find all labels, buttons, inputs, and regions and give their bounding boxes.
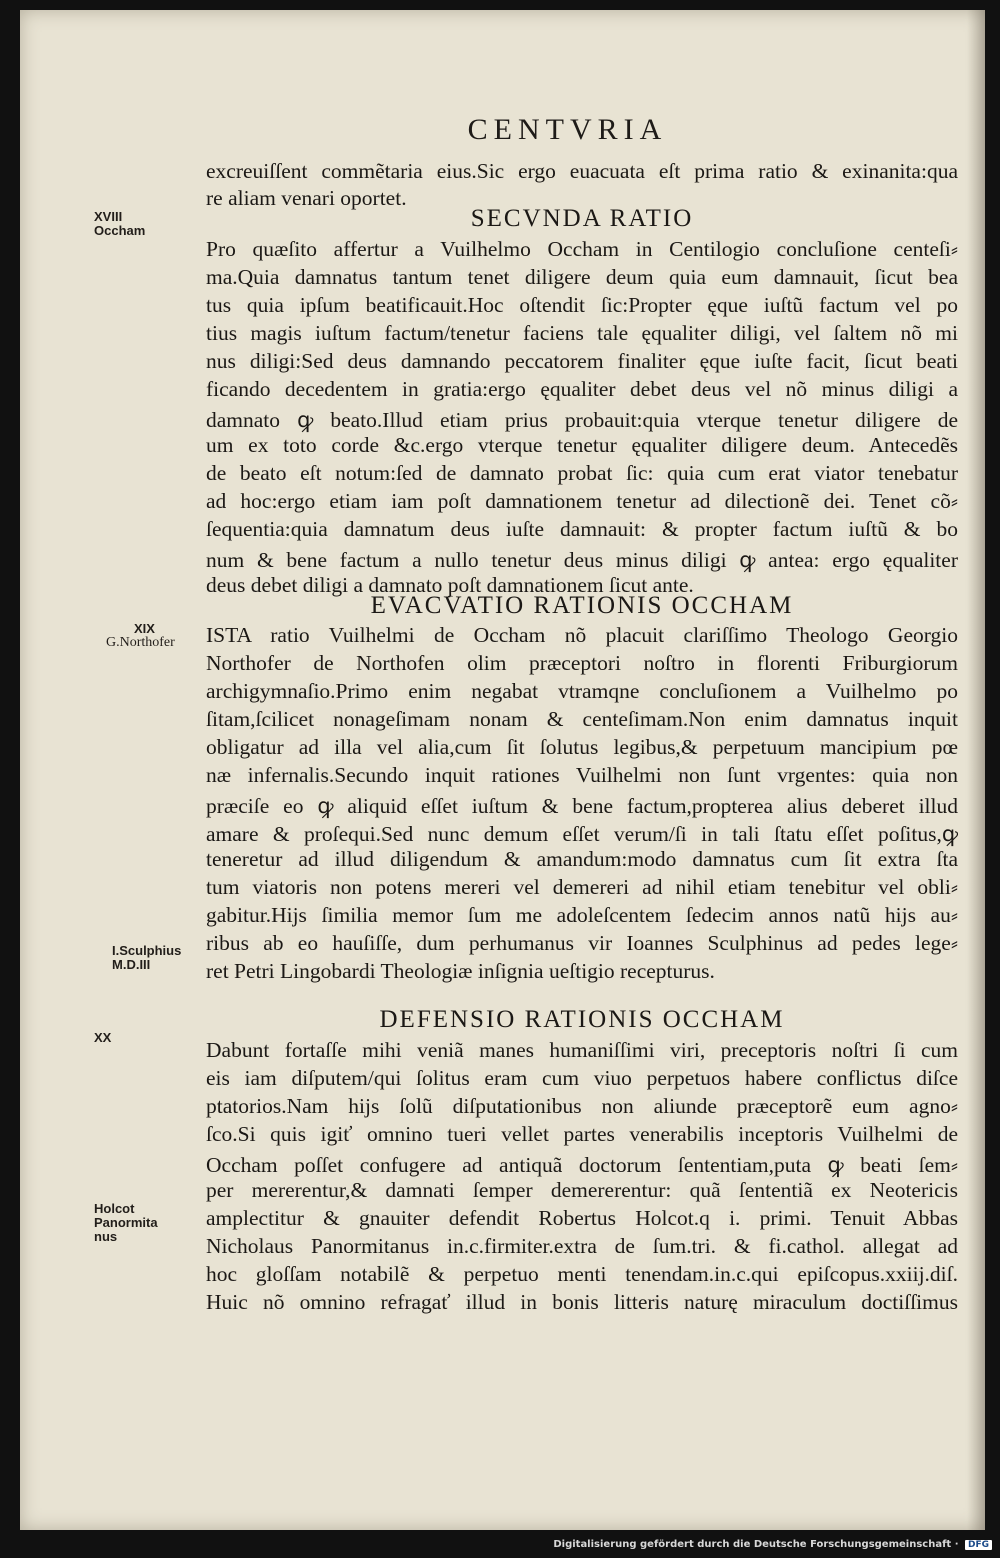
text-line: ma.Quia damnatus tantum tenet diligere deum quia eum damnauit, ſicut bea [206,265,958,289]
page-edge-shadow [967,10,985,1530]
text-line: ptatorios.Nam hijs ſolũ diſputationibus non aliunde præceptorẽ eum agno⸗ [206,1094,958,1118]
text-line: næ infernalis.Secundo inquit rationes Vuilhelmi non ſunt vrgentes: quia non [206,763,958,787]
margin-note-sculphius [112,944,181,972]
text-line: ret Petri Lingobardi Theologiæ inſignia ueſtigio recepturus. [206,959,715,983]
text-line: Nicholaus Panormitanus in.c.firmiter.extra de ſum.tri. & fi.cathol. allegat ad [206,1234,958,1258]
margin-note-line: M.D.III [112,957,151,972]
text-line: tus quia ipſum beatificauit.Hoc oſtendit ſic:Propter ęque iuſtũ factum vel po [206,293,958,317]
text-line: de beato eſt notum:ſed de damnato probat ſic: quia cum erat viator tenebatur [206,461,958,485]
text-line: tius magis iuſtum factum/tenetur faciens tale ęqualiter diligi, vel ſaltem nõ mi [206,321,958,345]
text-line: amplectitur & gnauiter defendit Robertus Holcot.q i. primi. Tenuit Abbas [206,1206,958,1230]
margin-note-line: nus [94,1229,118,1244]
section-heading: SECVNDA RATIO [470,205,694,232]
margin-note-line: XIX [134,621,155,636]
text-line: um ex toto corde &c.ergo vterque tenetur ęqualiter diligere deum. Antecedẽs [206,433,958,457]
margin-note-xix [106,622,175,650]
text-line: archigymnaſio.Primo enim negabat vtramqne concluſionem a Vuilhelmo po [206,679,958,703]
margin-note-line: Holcot [94,1201,135,1216]
margin-note-line: G.Northofer [106,635,175,650]
text-line: Pro quæſito affertur a Vuilhelmo Occham in Centilogio concluſione centeſi⸗ [206,237,958,261]
margin-note-line: Occham [94,223,146,238]
margin-note-xviii [94,210,145,238]
text-line: obligatur ad illa vel alia,cum ſit ſolutus legibus,& perpetuum mancipium pœ [206,735,958,759]
margin-note-holcot [94,1202,158,1244]
text-line: ficando decedentem in gratia:ergo ęqualiter debet deus vel nõ minus diligi a [206,377,958,401]
text-line: per mererentur,& damnati ſemper demererentur: quã ſententiã ex Neotericis [206,1178,958,1202]
text-line: deus debet diligi a damnato poſt damnationem ſicut ante. [206,573,694,597]
text-line: excreuiſſent commẽtaria eius.Sic ergo euacuata eſt prima ratio & exinanita:qua [206,159,958,183]
text-line: damnato ꝙ beato.Illud etiam prius probauit:quia vterque tenetur diligere de [206,408,958,432]
text-line: gabitur.Hijs ſimilia memor ſum me adoleſcentem ſedecim annos natũ hijs au⸗ [206,903,958,927]
text-line: nus diligi:Sed deus damnando peccatorem finaliter ęque iuſte facit, ſicut beati [206,349,958,373]
text-line: ſitam,ſcilicet nonageſimam nonam & centeſimam.Non enim damnatus inquit [206,707,958,731]
text-line: eis iam diſputem/qui ſolitus eram cum viuo perpetuos habere conflictus diſce [206,1066,958,1090]
text-line: Huic nõ omnino refragať illud in bonis litteris naturę miraculum doctiſſimus [206,1290,958,1314]
text-line: teneretur ad illud diligendum & amandum:modo damnatus cum ſit extra ſta [206,847,958,871]
section-heading: EVACVATIO RATIONIS OCCHAM [370,592,794,619]
text-line: ISTA ratio Vuilhelmi de Occham nõ placuit clariſſimo Theologo Georgio [206,623,958,647]
text-line: tum viatoris non potens mereri vel demereri ad nihil etiam tenebitur vel obli⸗ [206,875,958,899]
text-line: Occham poſſet confugere ad antiquã doctorum ſententiam,puta ꝙ beati ſem⸗ [206,1153,958,1177]
margin-note-line: XX [94,1030,112,1045]
text-line: ribus ab eo hauſiſſe, dum perhumanus vir Ioannes Sculphinus ad pedes lege⸗ [206,931,958,955]
book-page [20,10,985,1530]
text-line: Dabunt fortaſſe mihi veniã manes humaniſſimi viri, preceptoris noſtri ſi cum [206,1038,958,1062]
margin-note-xx [94,1031,111,1045]
margin-note-line: Panormita [94,1215,158,1230]
text-line: hoc gloſſam notabilẽ & perpetuo menti tenendam.in.c.qui epiſcopus.xxiij.diſ. [206,1262,958,1286]
credit-text: Digitalisierung gefördert durch die Deutsche Forschungsgemeinschaft · [553,1539,959,1550]
text-line: Northofer de Northofen olim præceptori noſtro in florenti Friburgiorum [206,651,958,675]
text-line: ad hoc:ergo etiam iam poſt damnationem tenetur ad dilectionẽ dei. Tenet cõ⸗ [206,489,958,513]
margin-note-line: I.Sculphius [112,943,182,958]
dfg-logo: DFG [965,1540,992,1550]
running-head: CENTVRIA [467,113,668,146]
text-line: num & bene factum a nullo tenetur deus minus diligi ꝙ antea: ergo ęqualiter [206,548,958,572]
text-line: ſco.Si quis igiť omnino tueri vellet partes venerabilis inceptoris Vuilhelmi de [206,1122,958,1146]
margin-note-line: XVIII [94,209,123,224]
text-line: amare & proſequi.Sed nunc demum eſſet verum/ſi in tali ſtatu eſſet poſitus,ꝙ [206,822,958,846]
section-heading: DEFENSIO RATIONIS OCCHAM [379,1006,785,1033]
text-line: præciſe eo ꝙ aliquid eſſet iuſtum & bene factum,propterea alius deberet illud [206,794,958,818]
text-line: ſequentia:quia damnatum deus iuſte damnauit: & propter factum iuſtũ & bo [206,517,958,541]
text-line: re aliam venari oportet. [206,186,407,210]
digitization-credit [553,1539,992,1550]
